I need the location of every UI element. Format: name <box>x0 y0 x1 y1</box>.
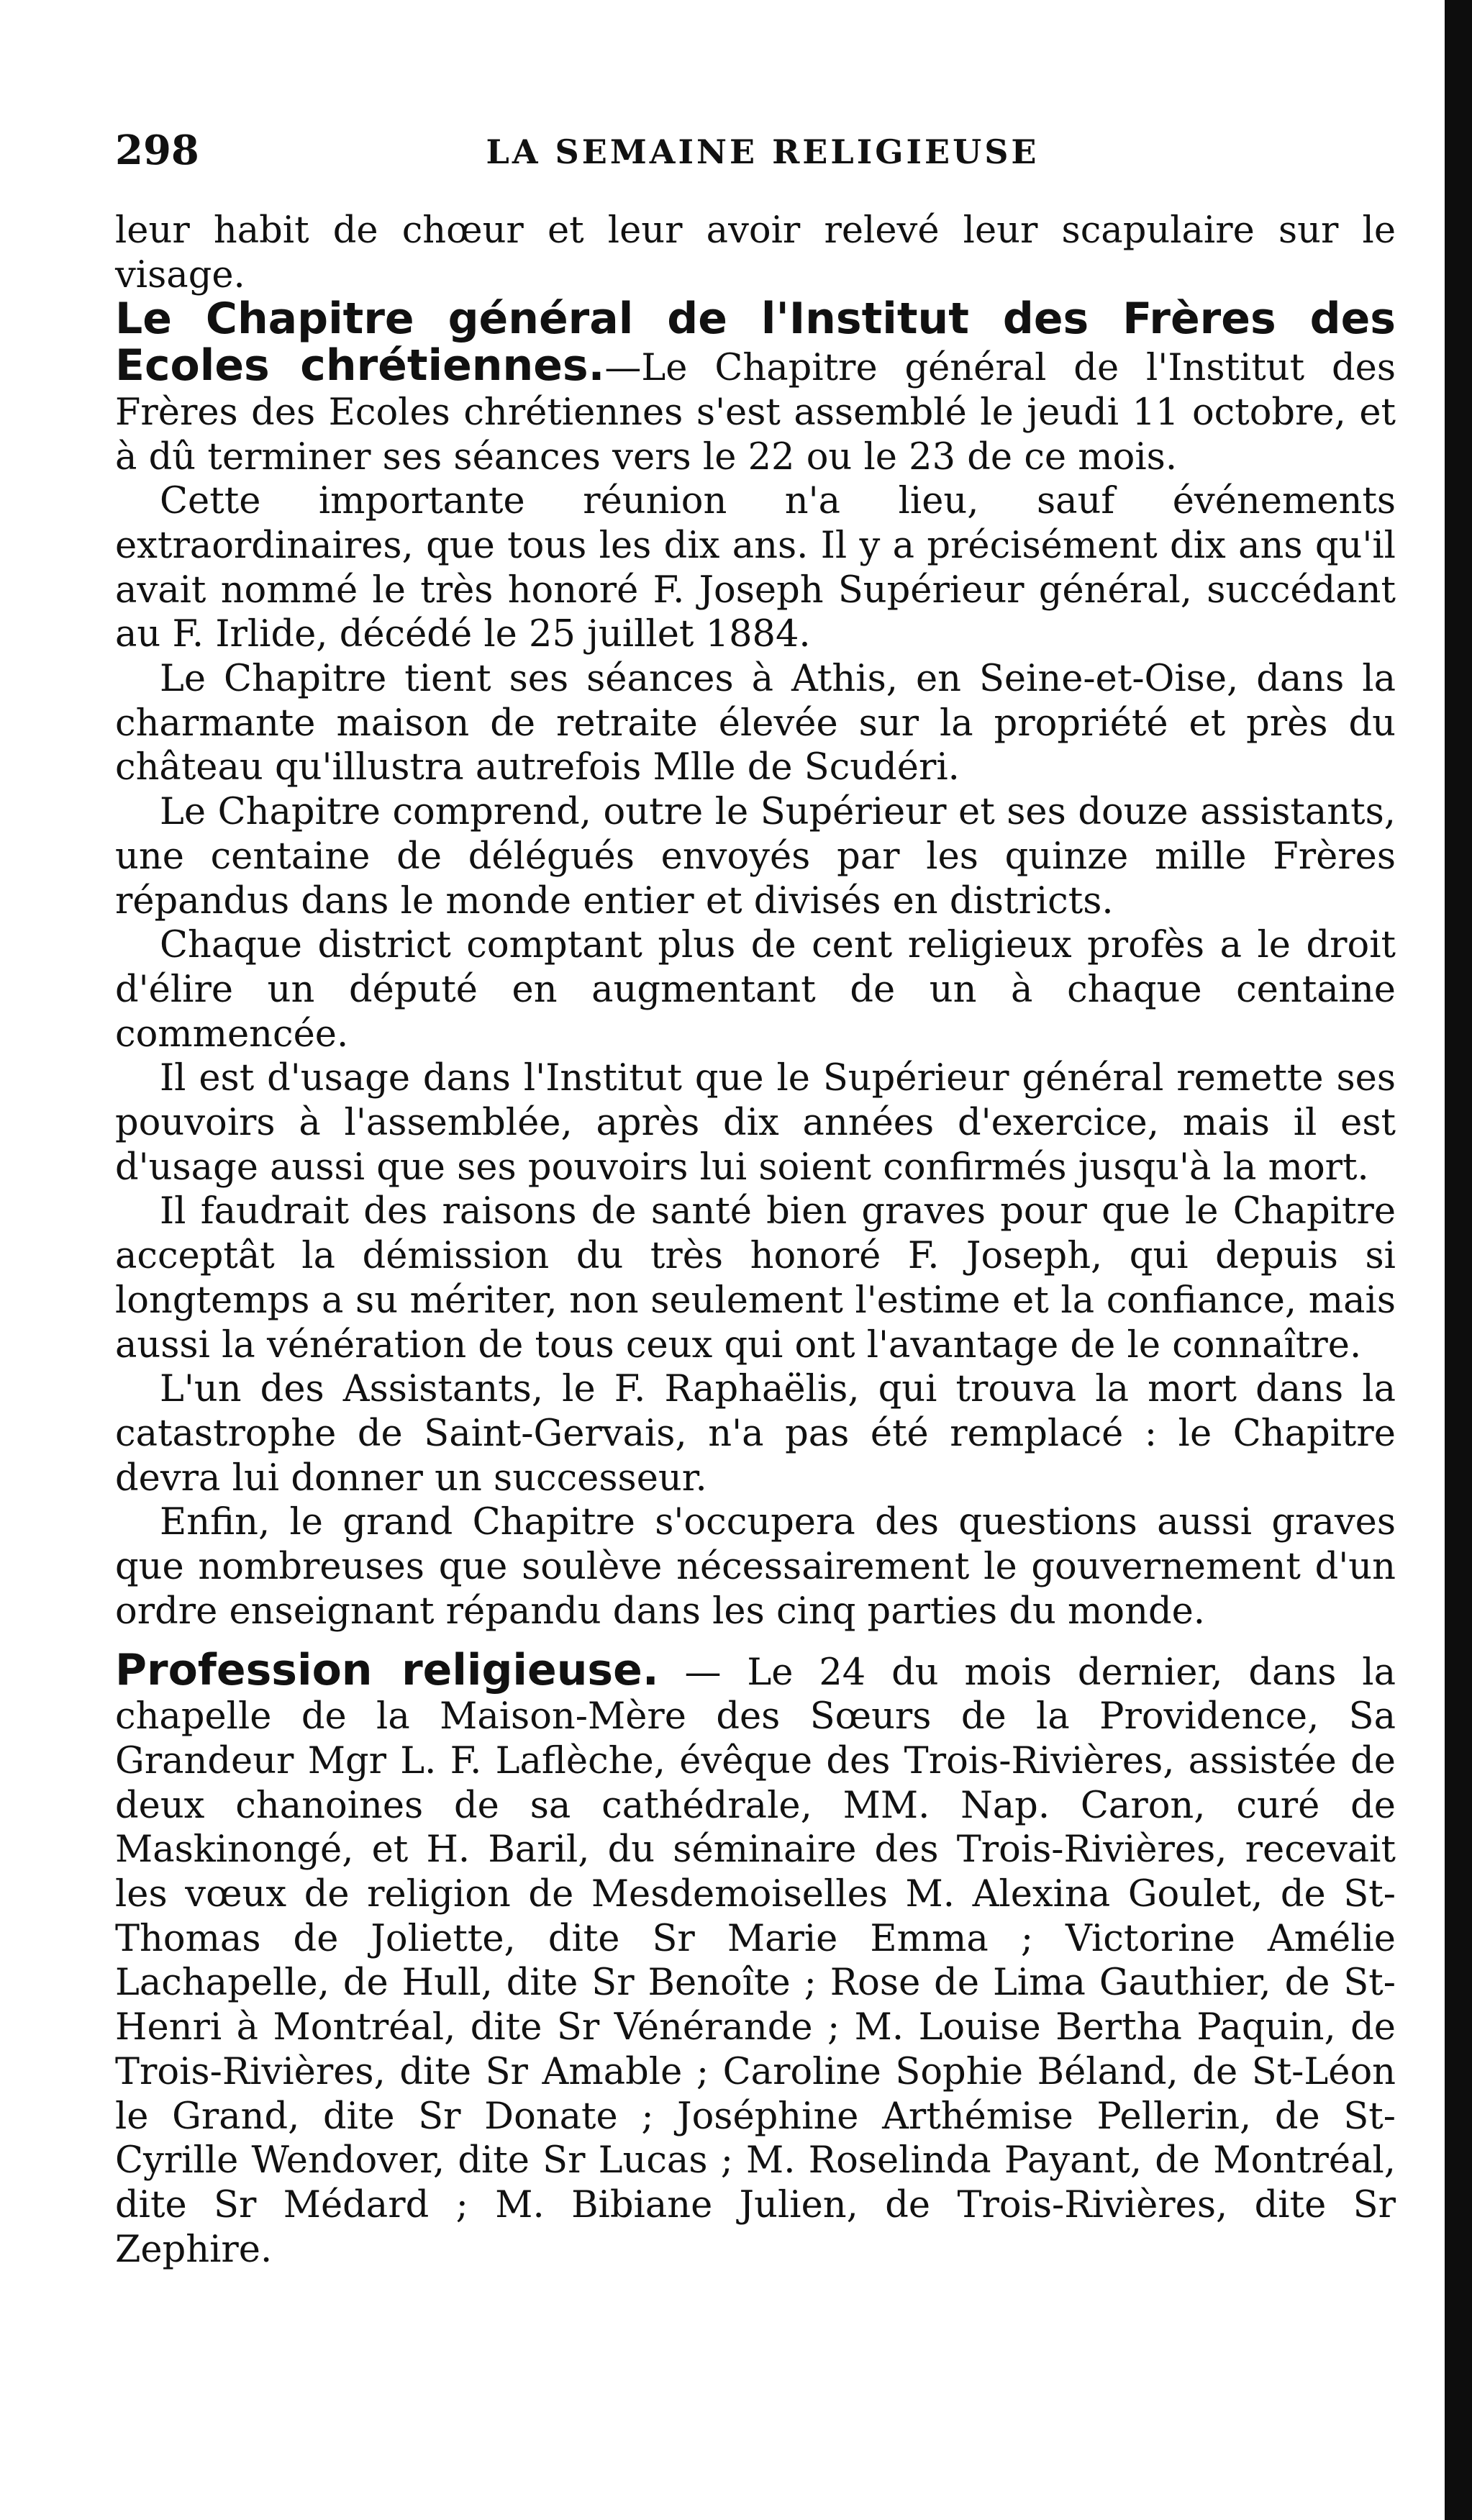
chapitre-paragraph: Le Chapitre tient ses séances à Athis, en Seine-et-Oise, dans la charmante maison de retraite élevée sur la propriété et près du château qu'illustra autrefois Mlle de Scudéri. <box>115 658 1396 789</box>
chapitre-paragraph: Il faudrait des raisons de santé bien graves pour que le Chapitre acceptât la démission du très honoré F. Joseph, qui depuis si longtemps a su mériter, non seulement l'estime et la confiance, mais aussi la vénération de tous ceux qui ont l'avantage de le connaître. <box>115 1190 1396 1366</box>
profession-heading: Profession religieuse. <box>115 1644 659 1695</box>
chapitre-paragraph: Le Chapitre comprend, outre le Supérieur et ses douze assistants, une centaine de délégués envoyés par les quinze mille Frères répandus dans le monde entier et divisés en districts. <box>115 791 1396 923</box>
scan-edge-border <box>1445 0 1472 2520</box>
chapitre-paragraph: Il est d'usage dans l'Institut que le Supérieur général remette ses pouvoirs à l'assemblée, après dix années d'exercice, mais il est d'usage aussi que ses pouvoirs lui soient confirmés jusqu'à la mort. <box>115 1057 1396 1189</box>
intro-paragraph: leur habit de chœur et leur avoir relevé leur scapulaire sur le visage. <box>115 209 1396 296</box>
running-title: LA SEMAINE RELIGIEUSE <box>486 132 1040 171</box>
page-number: 298 <box>115 127 199 174</box>
page-header <box>115 127 1410 177</box>
profession-text: — Le 24 du mois dernier, dans la chapelle de la Maison-Mère des Sœurs de la Providence, Sa Grandeur Mgr L. F. Laflèche, évêque des Trois-Rivières, assistée de deux chanoines de sa cathédrale, MM. Nap. Caron, curé de Maskinongé, et H. Baril, du séminaire des Trois-Rivières, recevait les vœux de religion de Mesdemoiselles M. Alexina Goulet, de St-Thomas de Joliette, dite Sr Marie Emma ; Victorine Amélie Lachapelle, de Hull, dite Sr Benoîte ; Rose de Lima Gauthier, de St-Henri à Montréal, dite Sr Vénérande ; M. Louise Bertha Paquin, de Trois-Rivières, dite Sr Amable ; Caroline Sophie Béland, de St-Léon le Grand, dite Sr Donate ; Joséphine Arthémise Pellerin, de St-Cyrille Wendover, dite Sr Lucas ; M. Roselinda Payant, de Montréal, dite Sr Médard ; M. Bibiane Julien, de Trois-Rivières, dite Sr Zephire. <box>115 1651 1396 2271</box>
chapitre-paragraph: Chaque district comptant plus de cent religieux profès a le droit d'élire un député en augmentant de un à chaque centaine commencée. <box>115 924 1396 1056</box>
chapitre-heading: Le Chapitre général de l'Institut des Frères des Ecoles chrétiennes. <box>115 294 1396 391</box>
chapitre-paragraph: Enfin, le grand Chapitre s'occupera des questions aussi graves que nombreuses que soulève nécessairement le gouvernement d'un ordre enseignant répandu dans les cinq parties du monde. <box>115 1501 1396 1633</box>
chapitre-lead-text: —Le Chapitre général de l'Institut des Frères des Ecoles chrétiennes s'est assemblé le jeudi 11 octobre, et à dû terminer ses séances vers le 22 ou le 23 de ce mois. <box>115 347 1396 479</box>
profession-section <box>115 1644 1396 2272</box>
chapitre-paragraph: L'un des Assistants, le F. Raphaëlis, qui trouva la mort dans la catastrophe de Saint-Gervais, n'a pas été remplacé : le Chapitre devra lui donner un successeur. <box>115 1368 1396 1500</box>
chapitre-section-lead <box>115 294 1396 479</box>
chapitre-paragraph: Cette importante réunion n'a lieu, sauf événements extraordinaires, que tous les dix ans. Il y a précisément dix ans qu'il avait nommé le très honoré F. Joseph Supérieur général, succédant au F. Irlide, décédé le 25 juillet 1884. <box>115 480 1396 656</box>
article-body <box>115 209 1396 2272</box>
